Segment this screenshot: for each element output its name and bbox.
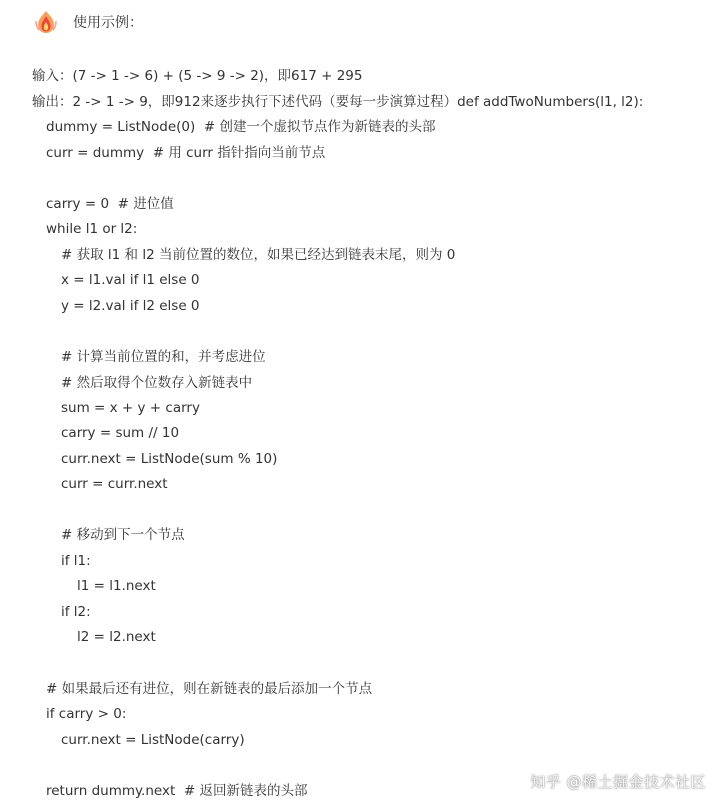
code-line: # 移动到下一个节点 — [61, 527, 185, 543]
code-line: return dummy.next # 返回新链表的头部 — [46, 783, 308, 799]
code-line: curr.next = ListNode(carry) — [61, 732, 245, 748]
code-line: l2 = l2.next — [77, 629, 156, 645]
code-line: # 然后取得个位数存入新链表中 — [61, 375, 253, 391]
flame-logo-icon — [32, 8, 60, 36]
post-header — [32, 8, 143, 36]
header-title: 使用示例： — [73, 15, 143, 31]
code-line: # 获取 l1 和 l2 当前位置的数位，如果已经达到链表末尾，则为 0 — [61, 247, 456, 263]
watermark: 知乎 @稀土掘金技术社区 — [530, 773, 706, 791]
code-line: curr = dummy # 用 curr 指针指向当前节点 — [46, 145, 326, 161]
code-line: carry = sum // 10 — [61, 425, 180, 441]
code-line: l1 = l1.next — [77, 578, 156, 594]
code-line: if l2: — [61, 604, 91, 620]
code-line: y = l2.val if l2 else 0 — [61, 298, 200, 314]
code-line: if l1: — [61, 553, 91, 569]
input-example-line: 输入：(7 -> 1 -> 6) + (5 -> 9 -> 2)，即617 + 295 — [32, 68, 363, 84]
code-line: curr.next = ListNode(sum % 10) — [61, 451, 278, 467]
code-line: # 计算当前位置的和，并考虑进位 — [61, 349, 266, 365]
code-line: carry = 0 # 进位值 — [46, 196, 174, 212]
code-line: curr = curr.next — [61, 476, 168, 492]
code-line: # 如果最后还有进位，则在新链表的最后添加一个节点 — [46, 681, 373, 697]
code-line: while l1 or l2: — [46, 221, 138, 237]
code-line: sum = x + y + carry — [61, 400, 200, 416]
code-line: dummy = ListNode(0) # 创建一个虚拟节点作为新链表的头部 — [46, 119, 436, 135]
code-line: x = l1.val if l1 else 0 — [61, 272, 200, 288]
output-example-line: 输出：2 -> 1 -> 9，即912来逐步执行下述代码（要每一步演算过程）def addTwoNumbers(l1, l2): — [32, 94, 644, 110]
code-line: if carry > 0: — [46, 706, 127, 722]
